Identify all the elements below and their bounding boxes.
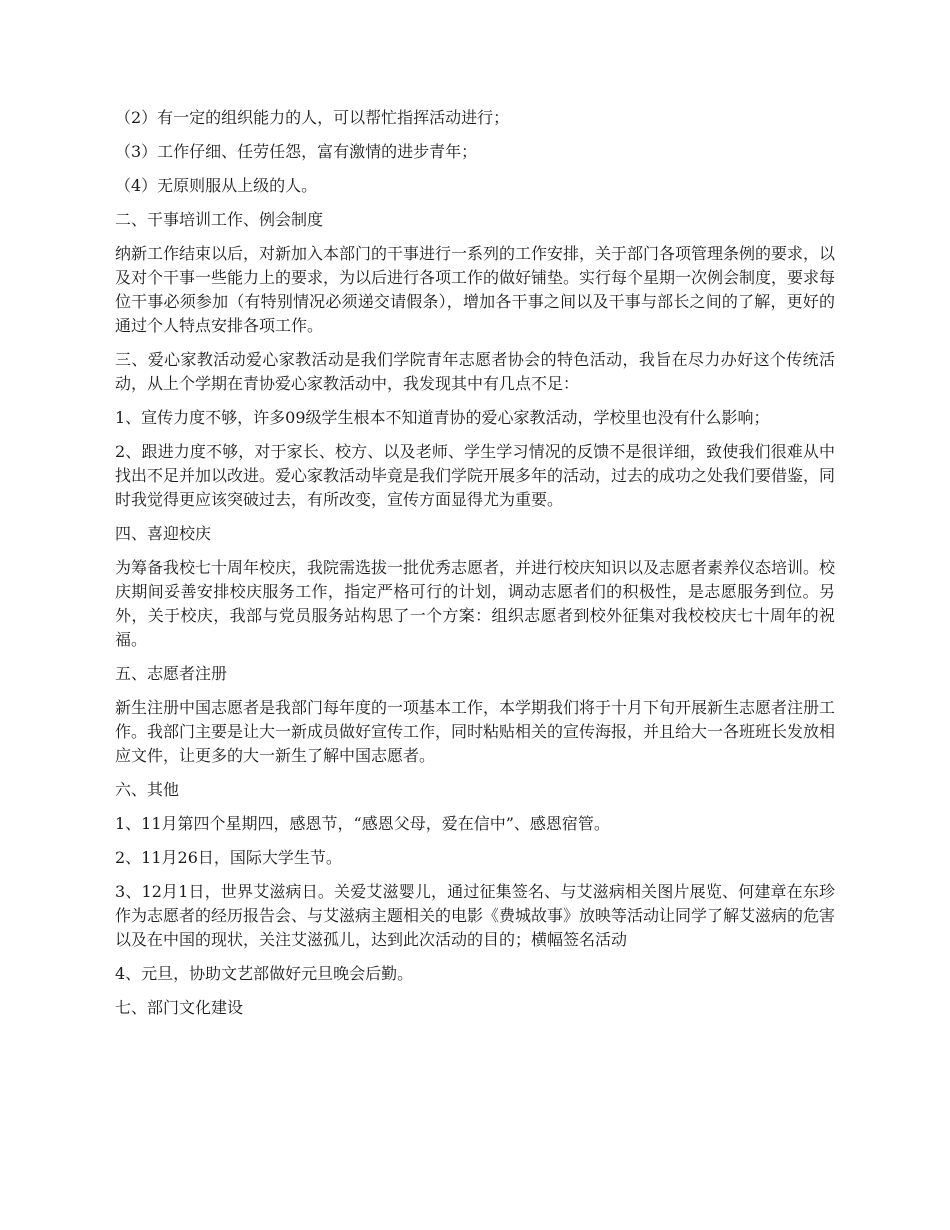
- body-paragraph: 为筹备我校七十周年校庆，我院需选拔一批优秀志愿者，并进行校庆知识以及志愿者素养仪态培训。校庆期间妥善安排校庆服务工作，指定严格可行的计划，调动志愿者们的积极性，是志愿服务到位。另外，关于校庆，我部与党员服务站构思了一个方案：组织志愿者到校外征集对我校校庆七十周年的祝福。: [115, 558, 836, 649]
- list-item-4: （4）无原则服从上级的人。: [115, 176, 318, 195]
- numbered-item-4: 4、元旦，协助文艺部做好元旦晚会后勤。: [115, 964, 414, 983]
- document-page: [115, 106, 835, 1030]
- section-heading-5: 五、志愿者注册: [115, 664, 228, 683]
- section-heading-7: 七、部门文化建设: [115, 998, 244, 1017]
- numbered-item-3: 3、12月1日，世界艾滋病日。关爱艾滋婴儿，通过征集签名、与艾滋病相关图片展览、何建章在东珍作为志愿者的经历报告会、与艾滋病主题相关的电影《费城故事》放映等活动让同学了解艾滋病的危害以及在中国的现状，关注艾滋孤儿，达到此次活动的目的；横幅签名活动: [115, 882, 836, 949]
- numbered-item-2: 2、11月26日，国际大学生节。: [115, 848, 342, 867]
- section-heading-4: 四、喜迎校庆: [115, 524, 212, 543]
- section-heading-3: 三、爱心家教活动爱心家教活动是我们学院青年志愿者协会的特色活动，我旨在尽力办好这个传统活动，从上个学期在青协爱心家教活动中，我发现其中有几点不足：: [115, 350, 835, 393]
- numbered-item-2: 2、跟进力度不够，对于家长、校方、以及老师、学生学习情况的反馈不是很详细，致使我们很难从中找出不足并加以改进。爱心家教活动毕竟是我们学院开展多年的活动，过去的成功之处我们要借鉴，同时我觉得更应该突破过去，有所改变，宣传方面显得尤为重要。: [115, 442, 836, 509]
- section-heading-2: 二、干事培训工作、例会制度: [115, 210, 324, 229]
- list-item-2: （2）有一定的组织能力的人，可以帮忙指挥活动进行；: [115, 108, 510, 127]
- body-paragraph: 新生注册中国志愿者是我部门每年度的一项基本工作，本学期我们将于十月下旬开展新生志愿者注册工作。我部门主要是让大一新成员做好宣传工作，同时粘贴相关的宣传海报，并且给大一各班班长发放相应文件，让更多的大一新生了解中国志愿者。: [115, 698, 836, 765]
- section-heading-6: 六、其他: [115, 780, 180, 799]
- numbered-item-1: 1、宣传力度不够，许多09级学生根本不知道青协的爱心家教活动，学校里也没有什么影响；: [115, 408, 770, 427]
- body-paragraph: 纳新工作结束以后，对新加入本部门的干事进行一系列的工作安排，关于部门各项管理条例的要求，以及对个干事一些能力上的要求，为以后进行各项工作的做好铺垫。实行每个星期一次例会制度，要求每位干事必须参加（有特别情况必须递交请假条），增加各干事之间以及干事与部长之间的了解，更好的通过个人特点安排各项工作。: [115, 244, 836, 335]
- list-item-3: （3）工作仔细、任劳任怨，富有激情的进步青年；: [115, 142, 478, 161]
- numbered-item-1: 1、11月第四个星期四，感恩节，“感恩父母，爱在信中”、感恩宿管。: [115, 814, 610, 833]
